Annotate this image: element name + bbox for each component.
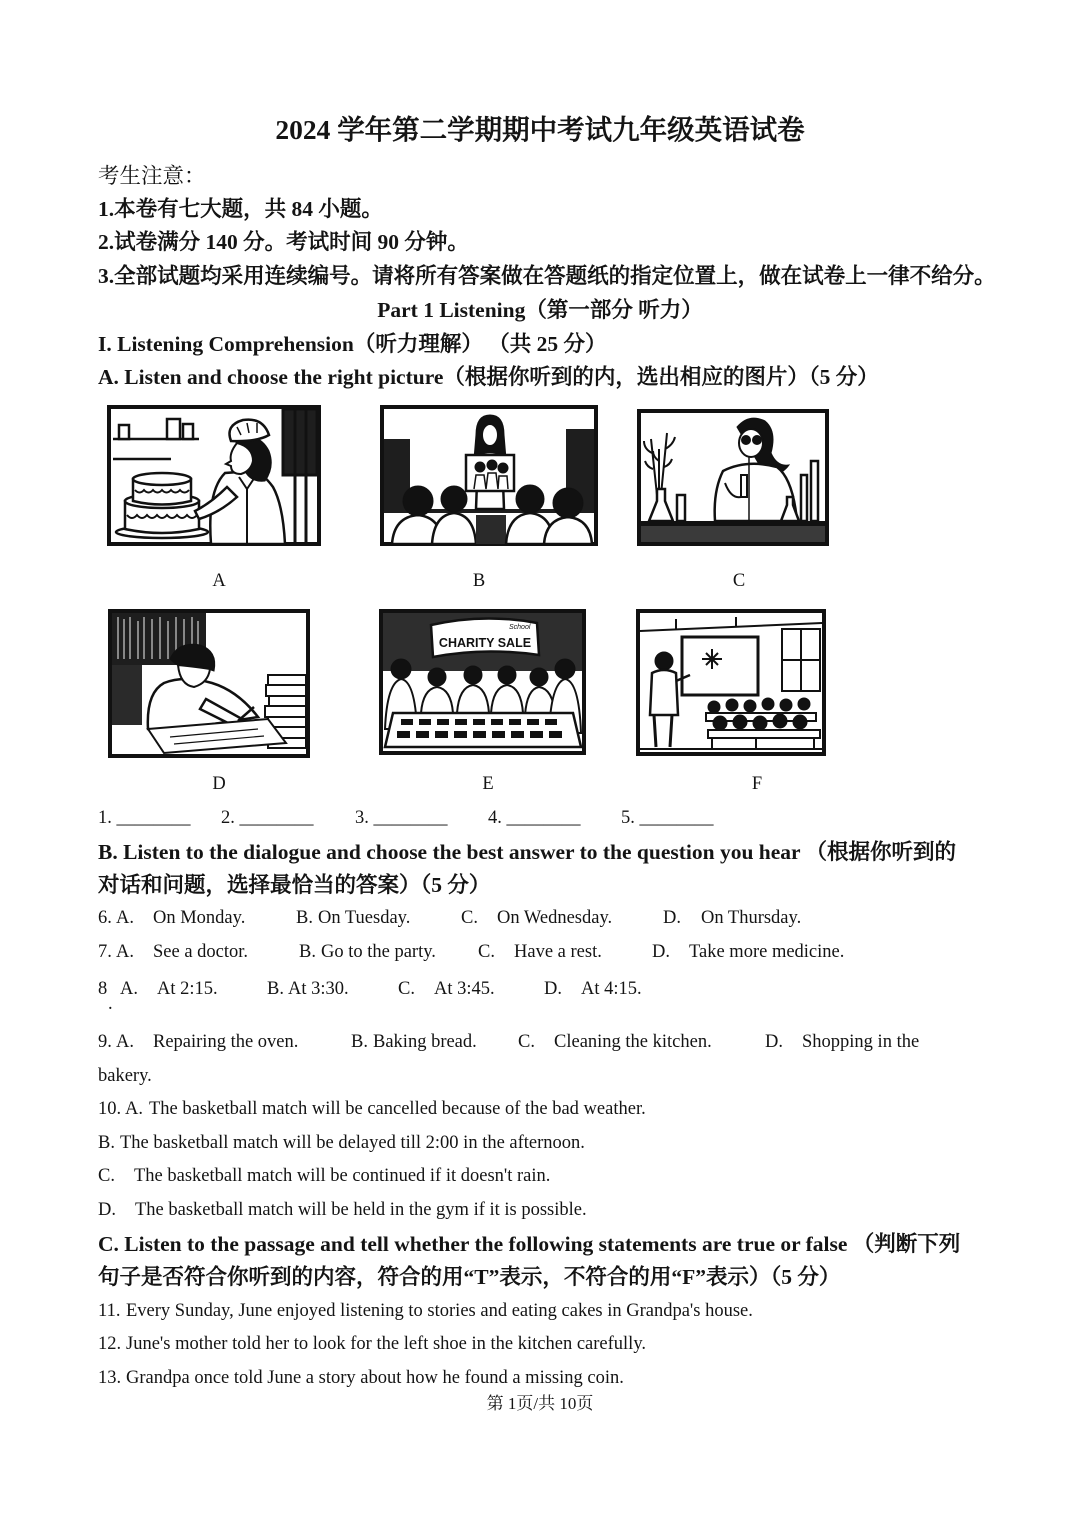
lab-bench <box>641 521 825 542</box>
picture-b <box>380 405 598 546</box>
option-b-letter: B. <box>296 908 313 928</box>
statement-text: Grandpa once told June a story about how he found a missing coin. <box>126 1368 624 1388</box>
answer-blank-1: 1. ________ <box>98 808 191 828</box>
question-10-option-a <box>0 1097 1080 1121</box>
statement-11 <box>0 1299 1080 1323</box>
picture-label-a: A <box>212 571 226 591</box>
option-a-letter: A. <box>120 979 138 999</box>
question-6 <box>0 906 1080 930</box>
option-d-text: Take more medicine. <box>689 942 845 962</box>
section-c-title-line2: 句子是否符合你听到的内容，符合的用“T”表示，不符合的用“F”表示）（5 分） <box>98 1265 841 1289</box>
question-number: 8 <box>98 979 108 999</box>
picture-c <box>637 409 829 546</box>
option-c-letter: C. <box>478 942 495 962</box>
statement-number: 13. <box>98 1368 122 1388</box>
option-a-text: The basketball match will be cancelled because of the bad weather. <box>149 1099 646 1119</box>
picture-label-f: F <box>751 774 763 794</box>
statement-12 <box>0 1332 1080 1356</box>
section-b-title-line2: 对话和问题，选择最恰当的答案）（5 分） <box>98 873 491 897</box>
statement-number: 11. <box>98 1301 121 1321</box>
notice-item-2: 2.试卷满分 140 分。考试时间 90 分钟。 <box>98 230 469 254</box>
charity-banner-title-text: CHARITY SALE <box>438 636 532 650</box>
answer-blanks-row <box>0 806 1080 830</box>
option-d-letter: D. <box>765 1032 783 1052</box>
statement-text: Every Sunday, June enjoyed listening to stories and eating cakes in Grandpa's house. <box>126 1301 753 1321</box>
section-c-title-line1: C. Listen to the passage and tell whether the following statements are true or false （判断下列 <box>98 1232 961 1256</box>
notice-heading: 考生注意： <box>98 164 206 188</box>
option-b-letter: B. <box>98 1133 115 1153</box>
option-d-letter: D. <box>544 979 562 999</box>
option-c-text: Have a rest. <box>514 942 602 962</box>
option-a-text: On Monday. <box>153 908 246 928</box>
option-c-text: Cleaning the kitchen. <box>554 1032 712 1052</box>
picture-label-b: B <box>472 571 486 591</box>
option-d-text: At 4:15. <box>581 979 642 999</box>
answer-blank-3: 3. ________ <box>355 808 448 828</box>
option-c-letter: C. <box>398 979 415 999</box>
option-a-text: At 2:15. <box>157 979 218 999</box>
question-number: 6. <box>98 908 112 928</box>
option-c-text: The basketball match will be continued if it doesn't rain. <box>134 1166 551 1186</box>
picture-label-e: E <box>482 774 494 794</box>
question-9 <box>0 1030 1080 1054</box>
answer-blank-2: 2. ________ <box>221 808 314 828</box>
held-picture <box>466 455 514 491</box>
section-a-title: A. Listen and choose the right picture（根据你听到的内，选出相应的图片）（5 分） <box>98 365 879 389</box>
option-b-letter: B. <box>267 979 284 999</box>
picture-label-c: C <box>732 571 746 591</box>
option-b-text: Go to the party. <box>321 942 436 962</box>
option-d-letter: D. <box>98 1200 116 1220</box>
option-c-text: On Wednesday. <box>497 908 613 928</box>
question-7 <box>0 940 1080 964</box>
option-a-letter: A. <box>116 908 134 928</box>
option-c-letter: C. <box>518 1032 535 1052</box>
blackboard <box>682 637 758 695</box>
option-d-text: On Thursday. <box>701 908 802 928</box>
question-number: 10. <box>98 1099 122 1119</box>
option-d-letter: D. <box>652 942 670 962</box>
option-b-text: On Tuesday. <box>318 908 411 928</box>
statement-text: June's mother told her to look for the left shoe in the kitchen carefully. <box>126 1334 646 1354</box>
statement-13 <box>0 1366 1080 1390</box>
option-b-letter: B. <box>351 1032 368 1052</box>
option-a-text: See a doctor. <box>153 942 249 962</box>
option-c-letter: C. <box>98 1166 115 1186</box>
option-b-letter: B. <box>299 942 316 962</box>
option-c-text: At 3:45. <box>434 979 495 999</box>
section-b-title-line1: B. Listen to the dialogue and choose the best answer to the question you hear （根据你听到的 <box>98 840 957 864</box>
option-a-letter: A. <box>116 1032 134 1052</box>
option-d-text: The basketball match will be held in the gym if it is possible. <box>135 1200 587 1220</box>
option-d-text: Shopping in the <box>802 1032 920 1052</box>
picture-a <box>107 405 321 546</box>
question-10-option-c <box>0 1164 1080 1188</box>
picture-label-d: D <box>212 774 226 794</box>
section1-title: I. Listening Comprehension（听力理解） （共 25 分） <box>98 332 607 356</box>
question-10-option-d <box>0 1198 1080 1222</box>
picture-f <box>636 609 826 756</box>
option-b-text: Baking bread. <box>373 1032 477 1052</box>
question-8-period-row <box>0 992 1080 1016</box>
page-footer: 第 1页/共 10页 <box>486 1394 594 1413</box>
page-title: 2024 学年第二学期期中考试九年级英语试卷 <box>275 114 805 145</box>
option-c-letter: C. <box>461 908 478 928</box>
charity-banner-school-text: School <box>509 624 531 631</box>
option-d-letter: D. <box>663 908 681 928</box>
question-9-continuation <box>0 1064 1080 1088</box>
part1-title: Part 1 Listening（第一部分 听力） <box>377 298 703 322</box>
charity-banner <box>431 618 539 657</box>
statement-number: 12. <box>98 1334 122 1354</box>
notice-item-3: 3.全部试题均采用连续编号。请将所有答案做在答题纸的指定位置上，做在试卷上一律不给分。 <box>98 264 996 288</box>
option-b-text: At 3:30. <box>288 979 349 999</box>
option-a-text: Repairing the oven. <box>153 1032 299 1052</box>
picture-d <box>108 609 310 758</box>
picture-e <box>379 609 586 755</box>
window <box>782 629 820 691</box>
question-10-option-b <box>0 1131 1080 1155</box>
sale-table <box>385 713 581 747</box>
option-a-letter: A. <box>116 942 134 962</box>
option-b-text: The basketball match will be delayed till 2:00 in the afternoon. <box>120 1133 585 1153</box>
answer-blank-4: 4. ________ <box>488 808 581 828</box>
notice-item-1: 1.本卷有七大题，共 84 小题。 <box>98 197 383 221</box>
option-a-letter: A. <box>125 1099 143 1119</box>
question-number: 7. <box>98 942 112 962</box>
answer-blank-5: 5. ________ <box>621 808 714 828</box>
question-number: 9. <box>98 1032 112 1052</box>
question-number-period: . <box>108 994 113 1014</box>
option-d-text-continued: bakery. <box>98 1066 152 1086</box>
